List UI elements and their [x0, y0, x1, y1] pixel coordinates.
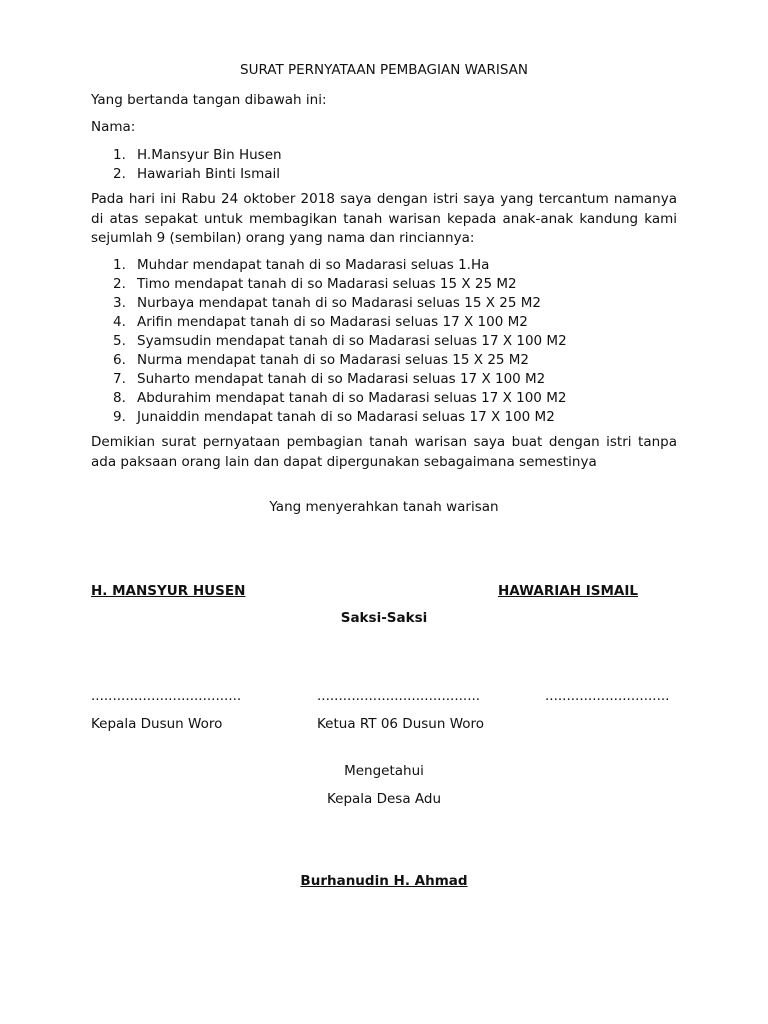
witness-heading: Saksi-Saksi — [340, 610, 428, 626]
name-label: Nama: — [91, 119, 136, 135]
list-item: 3. Nurbaya mendapat tanah di so Madarasi seluas 15 X 25 M2 — [113, 295, 541, 311]
list-item: 5. Syamsudin mendapat tanah di so Madarasi seluas 17 X 100 M2 — [113, 333, 567, 349]
witness-signature-line-2: ...................................... — [317, 688, 481, 704]
acknowledge-label: Mengetahui — [344, 763, 424, 779]
witness-role-2: Ketua RT 06 Dusun Woro — [317, 716, 485, 732]
closing-paragraph: Demikian surat pernyataan pembagian tanah warisan saya buat dengan istri tanpa ada paksaan orang lain dan dapat dipergunakan sebagaimana semestinya — [91, 434, 677, 470]
list-item: 6. Nurma mendapat tanah di so Madarasi seluas 15 X 25 M2 — [113, 352, 530, 368]
document-title: SURAT PERNYATAAN PEMBAGIAN WARISAN — [240, 62, 528, 78]
list-item: 9. Junaiddin mendapat tanah di so Madarasi seluas 17 X 100 M2 — [113, 409, 555, 425]
acknowledge-role: Kepala Desa Adu — [326, 791, 442, 807]
village-head-name — [0, 873, 768, 889]
list-item: 1. Muhdar mendapat tanah di so Madarasi seluas 1.Ha — [113, 257, 490, 273]
list-item: 7. Suharto mendapat tanah di so Madarasi seluas 17 X 100 M2 — [113, 371, 546, 387]
list-item: 2. Hawariah Binti Ismail — [113, 166, 281, 182]
statement-paragraph: Pada hari ini Rabu 24 oktober 2018 saya dengan istri saya yang tercantum namanya di atas sepakat untuk membagikan tanah warisan kepada anak-anak kandung kami sejumlah 9 (sembilan) orang yang nama dan rinciannya: — [91, 191, 677, 246]
witness-signature-line-3: ............................. — [545, 688, 670, 704]
list-item: 2. Timo mendapat tanah di so Madarasi seluas 15 X 25 M2 — [113, 276, 517, 292]
heir-list — [113, 256, 567, 427]
list-item: 1. H.Mansyur Bin Husen — [113, 147, 282, 163]
signer-left-name: H. MANSYUR HUSEN — [91, 583, 246, 599]
intro-text: Yang bertanda tangan dibawah ini: — [91, 92, 327, 108]
handover-label: Yang menyerahkan tanah warisan — [269, 499, 499, 515]
signer-list — [113, 146, 282, 184]
village-head-name-text: Burhanudin H. Ahmad — [300, 873, 468, 889]
witness-role-1: Kepala Dusun Woro — [91, 716, 223, 732]
list-item: 4. Arifin mendapat tanah di so Madarasi seluas 17 X 100 M2 — [113, 314, 528, 330]
list-item: 8. Abdurahim mendapat tanah di so Madarasi seluas 17 X 100 M2 — [113, 390, 567, 406]
witness-signature-line-1: ................................... — [91, 688, 242, 704]
signer-right-name: HAWARIAH ISMAIL — [498, 583, 638, 599]
